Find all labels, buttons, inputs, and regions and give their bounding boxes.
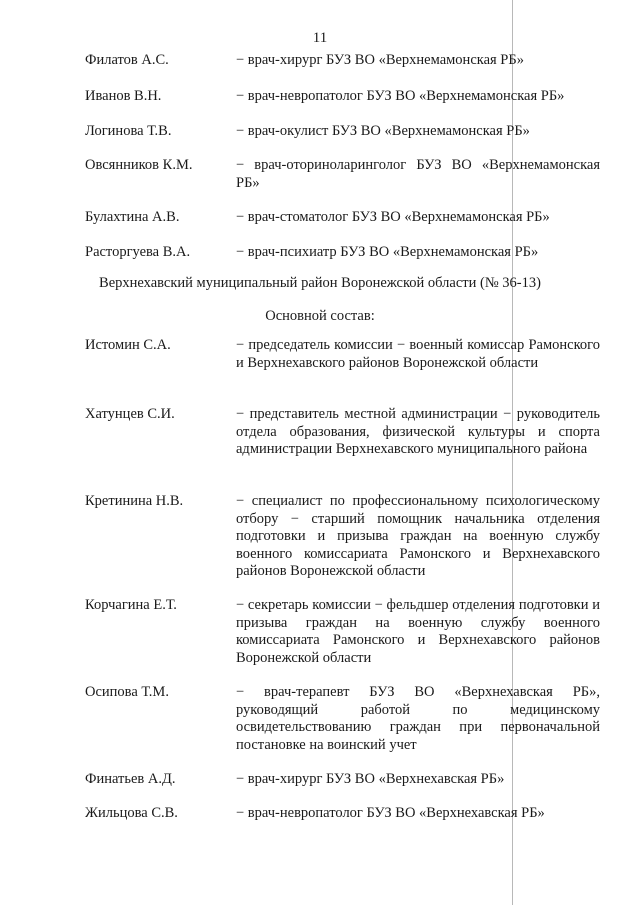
member-role: − секретарь комиссии − фельдшер отделения подготовки и призыва граждан на военную службу военного комиссариата Рамонского и Верхнехавского районов Воронежской области <box>236 597 600 666</box>
member-role: − специалист по профессиональному психологическому отбору − старший помощник начальника отделения подготовки и призыва граждан на военную службу военного комиссариата Рамонского и Верхнехавского районов Воронежской области <box>236 493 600 579</box>
member-name: Овсянников К.М. <box>85 157 193 173</box>
member-role: − врач-оториноларинголог БУЗ ВО «Верхнемамонская РБ» <box>236 157 600 191</box>
member-role: − председатель комиссии − военный комиссар Рамонского и Верхнехавского районов Воронежской области <box>236 337 600 371</box>
district-heading: Верхнехавский муниципальный район Воронежской области (№ 36-13) <box>99 275 541 291</box>
member-role: − врач-стоматолог БУЗ ВО «Верхнемамонская РБ» <box>236 209 550 225</box>
member-name: Осипова Т.М. <box>85 684 169 700</box>
page-number: 11 <box>312 30 328 46</box>
member-role: − врач-окулист БУЗ ВО «Верхнемамонская РБ» <box>236 123 530 139</box>
member-name: Жильцова С.В. <box>85 805 178 821</box>
member-role: − врач-хирург БУЗ ВО «Верхнемамонская РБ» <box>236 52 524 68</box>
member-name: Булахтина А.В. <box>85 209 180 225</box>
member-role: − представитель местной администрации − руководитель отдела образования, физической культуры и спорта администрации Верхнехавского муниципального района <box>236 406 600 457</box>
member-name: Логинова Т.В. <box>85 123 172 139</box>
member-name: Расторгуева В.А. <box>85 244 191 260</box>
member-name: Филатов А.С. <box>85 52 169 68</box>
member-name: Истомин С.А. <box>85 337 171 353</box>
member-name: Кретинина Н.В. <box>85 493 184 509</box>
member-role: − врач-невропатолог БУЗ ВО «Верхнемамонская РБ» <box>236 88 565 104</box>
member-name: Корчагина Е.Т. <box>85 597 177 613</box>
member-role: − врач-хирург БУЗ ВО «Верхнехавская РБ» <box>236 771 505 787</box>
member-role: − врач-психиатр БУЗ ВО «Верхнемамонская РБ» <box>236 244 539 260</box>
member-name: Хатунцев С.И. <box>85 406 175 422</box>
member-name: Иванов В.Н. <box>85 88 162 104</box>
member-role: − врач-терапевт БУЗ ВО «Верхнехавская РБ», руководящий работой по медицинскому освидетельствованию граждан при первоначальной постановке на воинский учет <box>236 684 600 753</box>
member-name: Финатьев А.Д. <box>85 771 176 787</box>
member-role: − врач-невропатолог БУЗ ВО «Верхнехавская РБ» <box>236 805 545 821</box>
composition-heading: Основной состав: <box>265 308 375 324</box>
